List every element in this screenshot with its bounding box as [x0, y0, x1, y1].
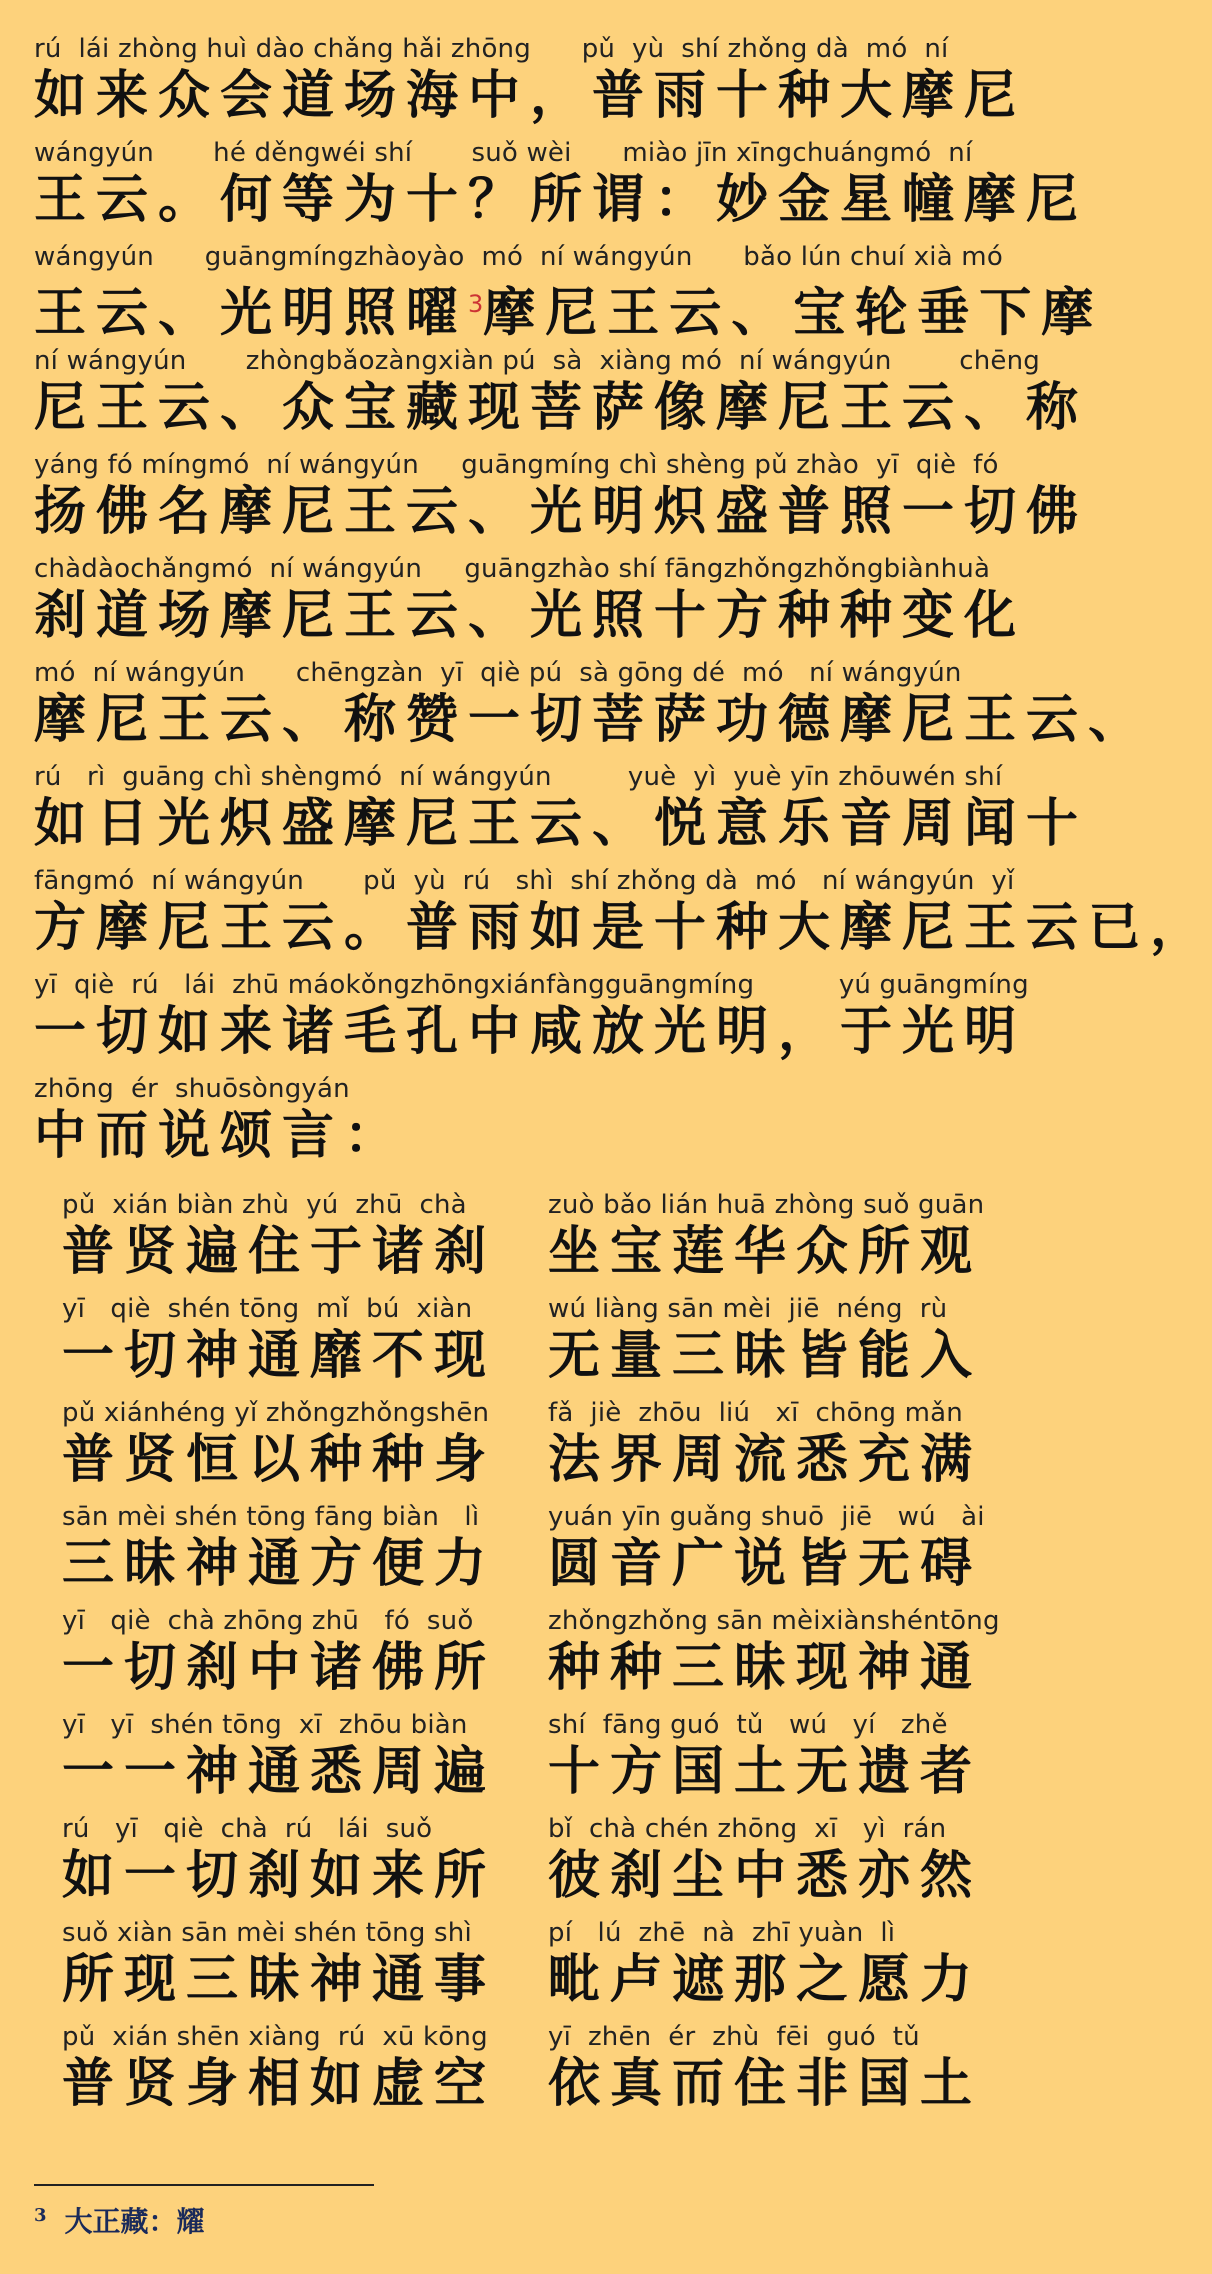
- pinyin-line: suǒ xiàn sān mèi shén tōng shì: [62, 1918, 472, 1948]
- prose-block: [34, 34, 1212, 1178]
- hanzi-line: 扬佛名摩尼王云、光明炽盛普照一切佛: [34, 482, 1089, 542]
- footnote-divider: [34, 2184, 374, 2186]
- footnote-number: 3: [34, 2204, 47, 2226]
- hanzi-line: 普贤身相如虚空: [62, 2054, 497, 2114]
- pinyin-line: wángyún hé děngwéi shí suǒ wèi miào jīn xīngchuángmó ní: [34, 138, 973, 168]
- prose-line: [34, 450, 1089, 554]
- verse-row: [62, 2022, 1062, 2126]
- prose-line: [34, 658, 1151, 762]
- pinyin-line: sān mèi shén tōng fāng biàn lì: [62, 1502, 480, 1532]
- prose-line: [34, 242, 1104, 346]
- hanzi-line: 三昧神通方便力: [62, 1534, 497, 1594]
- verse-right: [548, 1918, 1034, 2022]
- pinyin-line: wángyún guāngmíngzhàoyào mó ní wángyún bǎo lún chuí xià mó: [34, 242, 1003, 272]
- verse-right: [548, 1398, 1034, 1502]
- pinyin-line: yī qiè chà zhōng zhū fó suǒ: [62, 1606, 474, 1636]
- prose-line: [34, 34, 1054, 138]
- verse-row: [62, 1398, 1062, 1502]
- hanzi-line: 坐宝莲华众所观: [548, 1222, 983, 1282]
- verse-row: [62, 1814, 1062, 1918]
- prose-line: [34, 138, 1089, 242]
- verse-right: [548, 1710, 1034, 1814]
- pinyin-line: rú lái zhòng huì dào chǎng hǎi zhōng pǔ yù shí zhǒng dà mó ní: [34, 34, 949, 64]
- verse-row: [62, 1190, 1062, 1294]
- hanzi-line: 一一神通悉周遍: [62, 1742, 497, 1802]
- pinyin-line: bǐ chà chén zhōng xī yì rán: [548, 1814, 947, 1844]
- verse-left: [62, 2022, 548, 2126]
- prose-line: [34, 866, 1212, 970]
- pinyin-line: rú rì guāng chì shèngmó ní wángyún yuè yì yuè yīn zhōuwén shí: [34, 762, 1003, 792]
- hanzi-segment: 王云、光明照曜: [34, 283, 469, 344]
- hanzi-line: 毗卢遮那之愿力: [548, 1950, 983, 2010]
- verse-block: [62, 1190, 1062, 2126]
- verse-row: [62, 1606, 1062, 1710]
- pinyin-line: pǔ xiánhéng yǐ zhǒngzhǒngshēn: [62, 1398, 490, 1428]
- pinyin-line: mó ní wángyún chēngzàn yī qiè pú sà gōng dé mó ní wángyún: [34, 658, 962, 688]
- verse-left: [62, 1294, 548, 1398]
- hanzi-line: 刹道场摩尼王云、光照十方种种变化: [34, 586, 1027, 646]
- verse-right: [548, 1814, 1034, 1918]
- hanzi-line: 普贤遍住于诸刹: [62, 1222, 497, 1282]
- verse-right: [548, 1294, 1034, 1398]
- prose-line: [34, 970, 1054, 1074]
- pinyin-line: pǔ xián shēn xiàng rú xū kōng: [62, 2022, 488, 2052]
- hanzi-line: 如一切刹如来所: [62, 1846, 497, 1906]
- hanzi-line: 中而说颂言：: [34, 1106, 407, 1166]
- hanzi-line: 种种三昧现神通: [548, 1638, 983, 1698]
- pinyin-line: zhǒngzhǒng sān mèixiànshéntōng: [548, 1606, 1000, 1636]
- prose-line: [34, 554, 1054, 658]
- verse-row: [62, 1918, 1062, 2022]
- hanzi-line: 无量三昧皆能入: [548, 1326, 983, 1386]
- pinyin-line: yuán yīn guǎng shuō jiē wú ài: [548, 1502, 985, 1532]
- pinyin-line: zhōng ér shuōsòngyán: [34, 1074, 350, 1104]
- hanzi-line: 摩尼王云、称赞一切菩萨功德摩尼王云、: [34, 690, 1151, 750]
- hanzi-line: 王云。何等为十？所谓：妙金星幢摩尼: [34, 170, 1089, 230]
- hanzi-line: 如日光炽盛摩尼王云、悦意乐音周闻十: [34, 794, 1089, 854]
- hanzi-line: 所现三昧神通事: [62, 1950, 497, 2010]
- pinyin-line: fǎ jiè zhōu liú xī chōng mǎn: [548, 1398, 963, 1428]
- hanzi-line: 普贤恒以种种身: [62, 1430, 497, 1490]
- hanzi-line: 方摩尼王云。普雨如是十种大摩尼王云已，: [34, 898, 1212, 958]
- pinyin-line: rú yī qiè chà rú lái suǒ: [62, 1814, 433, 1844]
- pinyin-line: yī qiè rú lái zhū máokǒngzhōngxiánfàngguāngmíng yú guāngmíng: [34, 970, 1029, 1000]
- prose-line: [34, 346, 1089, 450]
- hanzi-segment: 摩尼王云、宝轮垂下摩: [483, 283, 1104, 344]
- hanzi-line: 法界周流悉充满: [548, 1430, 983, 1490]
- verse-left: [62, 1190, 548, 1294]
- hanzi-line: 圆音广说皆无碍: [548, 1534, 983, 1594]
- hanzi-line: 尼王云、众宝藏现菩萨像摩尼王云、称: [34, 378, 1089, 438]
- verse-left: [62, 1918, 548, 2022]
- hanzi-line: 一切如来诸毛孔中咸放光明，于光明: [34, 1002, 1027, 1062]
- hanzi-line: 依真而住非国土: [548, 2054, 983, 2114]
- hanzi-line: 一切刹中诸佛所: [62, 1638, 497, 1698]
- verse-row: [62, 1294, 1062, 1398]
- pinyin-line: shí fāng guó tǔ wú yí zhě: [548, 1710, 948, 1740]
- verse-row: [62, 1502, 1062, 1606]
- verse-right: [548, 1190, 1034, 1294]
- pinyin-line: pí lú zhē nà zhī yuàn lì: [548, 1918, 896, 1948]
- hanzi-line: 彼刹尘中悉亦然: [548, 1846, 983, 1906]
- pinyin-line: chàdàochǎngmó ní wángyún guāngzhào shí fāngzhǒngzhǒngbiànhuà: [34, 554, 991, 584]
- footnote-reference[interactable]: 3: [468, 290, 484, 318]
- verse-right: [548, 2022, 1034, 2126]
- verse-left: [62, 1502, 548, 1606]
- footnote: [34, 2200, 205, 2240]
- verse-right: [548, 1502, 1034, 1606]
- prose-line: [34, 1074, 1054, 1178]
- verse-left: [62, 1710, 548, 1814]
- pinyin-line: zuò bǎo lián huā zhòng suǒ guān: [548, 1190, 985, 1220]
- verse-left: [62, 1398, 548, 1502]
- pinyin-line: yī zhēn ér zhù fēi guó tǔ: [548, 2022, 920, 2052]
- prose-line: [34, 762, 1089, 866]
- hanzi-line: 十方国土无遗者: [548, 1742, 983, 1802]
- verse-right: [548, 1606, 1034, 1710]
- pinyin-line: pǔ xián biàn zhù yú zhū chà: [62, 1190, 467, 1220]
- pinyin-line: fāngmó ní wángyún pǔ yù rú shì shí zhǒng dà mó ní wángyún yǐ: [34, 866, 1015, 896]
- verse-left: [62, 1814, 548, 1918]
- verse-left: [62, 1606, 548, 1710]
- pinyin-line: yī qiè shén tōng mǐ bú xiàn: [62, 1294, 473, 1324]
- footnote-text: 大正藏：耀: [64, 2205, 205, 2238]
- pinyin-line: yī yī shén tōng xī zhōu biàn: [62, 1710, 468, 1740]
- hanzi-line: 如来众会道场海中，普雨十种大摩尼: [34, 66, 1027, 126]
- verse-row: [62, 1710, 1062, 1814]
- pinyin-line: ní wángyún zhòngbǎozàngxiàn pú sà xiàng mó ní wángyún chēng: [34, 346, 1040, 376]
- pinyin-line: wú liàng sān mèi jiē néng rù: [548, 1294, 948, 1324]
- pinyin-line: yáng fó míngmó ní wángyún guāngmíng chì shèng pǔ zhào yī qiè fó: [34, 450, 999, 480]
- hanzi-line: [34, 272, 1104, 344]
- hanzi-line: 一切神通靡不现: [62, 1326, 497, 1386]
